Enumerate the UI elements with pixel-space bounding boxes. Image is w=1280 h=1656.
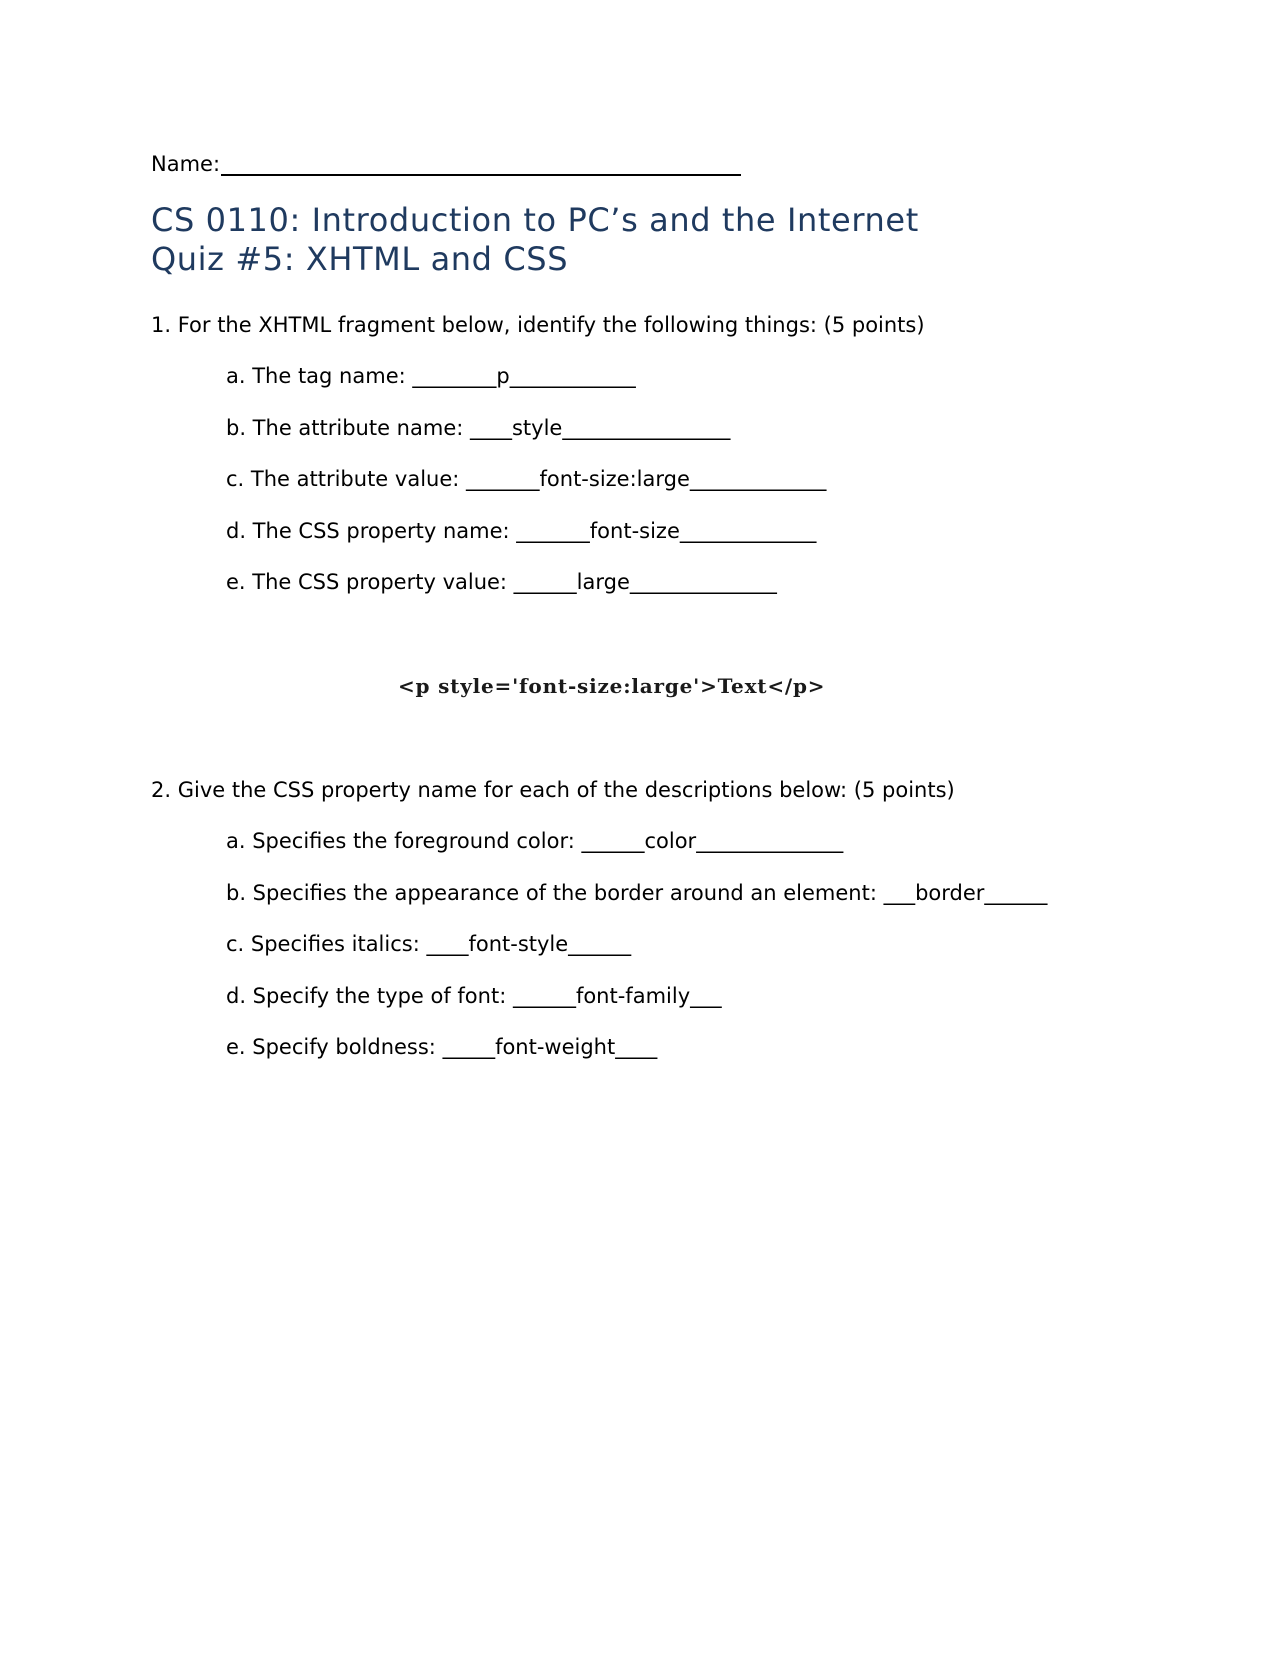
question-1-item-b: b. The attribute name: ____style________________: [226, 416, 731, 440]
question-1-item-c: c. The attribute value: _______font-size:large_____________: [226, 467, 827, 491]
quiz-subtitle: Quiz #5: XHTML and CSS: [151, 240, 569, 278]
name-blank-line: [221, 152, 741, 176]
question-1-item-d: d. The CSS property name: _______font-size_____________: [226, 519, 817, 543]
xhtml-code-fragment: <p style='font-size:large'>Text</p>: [398, 674, 826, 698]
question-2-item-c: c. Specifies italics: ____font-style______: [226, 932, 632, 956]
question-2-item-a: a. Specifies the foreground color: ______color______________: [226, 829, 844, 853]
question-2-item-b: b. Specifies the appearance of the border around an element: ___border______: [226, 881, 1048, 905]
question-2-item-d: d. Specify the type of font: ______font-family___: [226, 984, 722, 1008]
quiz-title: [151, 201, 919, 279]
question-2-prompt: 2. Give the CSS property name for each of the descriptions below: (5 points): [151, 778, 955, 802]
name-label: Name:: [151, 152, 221, 176]
name-field: [151, 150, 741, 178]
question-2-item-e: e. Specify boldness: _____font-weight____: [226, 1035, 658, 1059]
question-1-item-e: e. The CSS property value: ______large______________: [226, 570, 777, 594]
question-1-item-a: a. The tag name: ________p____________: [226, 364, 636, 388]
course-title: CS 0110: Introduction to PC’s and the Internet: [151, 201, 919, 239]
question-1-prompt: 1. For the XHTML fragment below, identify the following things: (5 points): [151, 313, 925, 337]
